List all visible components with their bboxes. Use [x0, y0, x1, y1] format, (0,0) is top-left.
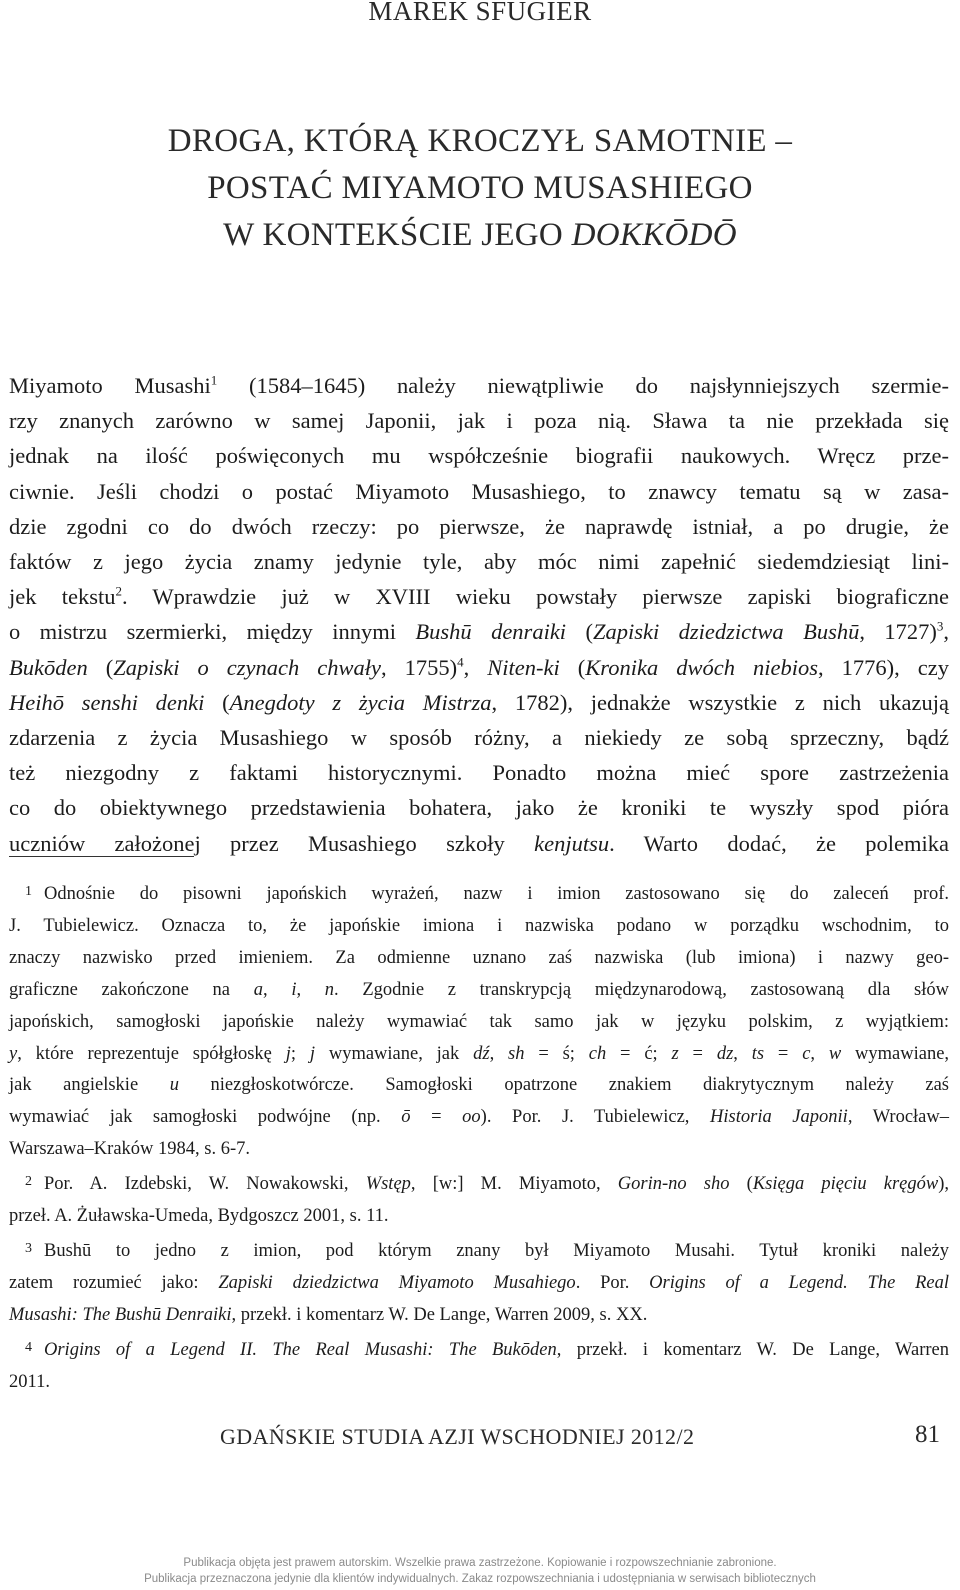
footnote-number: 3 [25, 1240, 32, 1256]
footnote-text: = [410, 1107, 463, 1128]
footnote-italic: y [9, 1043, 18, 1064]
footnote-italic: Origins of a Legend. The Real [649, 1272, 949, 1293]
footnote-italic: z [671, 1043, 679, 1064]
footnote-text: . Por. [575, 1272, 650, 1293]
footnote-italic: ts [751, 1043, 765, 1064]
body-text: ( [566, 619, 593, 645]
footnote-text: ( [729, 1174, 753, 1195]
body-text: uczniów założonej przez Musashiego szkoły [9, 830, 535, 856]
footnote-italic: Musashi: The Bushū Denraiki [9, 1304, 232, 1325]
body-line: faktów z jego życia znamy jedynie tyle, aby móc nimi zapełnić siedemdziesiąt lini- [9, 549, 949, 575]
body-line: co do obiektywnego przedstawienia bohatera, jako że kroniki te wyszły spod pióra [9, 795, 949, 821]
footnote-line [9, 1332, 949, 1367]
body-italic: Bushū denraiki [415, 619, 567, 645]
footnote-italic: ch [588, 1043, 607, 1064]
footnote-line [9, 1233, 949, 1268]
footnote-line: znaczy nazwisko przed imieniem. Za odmienne uznano zaś nazwiska (lub imiona) i nazwy geo- [9, 947, 949, 968]
body-line: jednak na ilość poświęconych mu współcześnie biografii naukowych. Wręcz prze- [9, 443, 949, 469]
footnote-line: J. Tubielewicz. Oznacza to, że japońskie imiona i nazwiska podano w porządku wschodnim, to [9, 915, 949, 936]
footnote-text: zatem rozumieć jako: [9, 1272, 219, 1293]
body-line [9, 614, 949, 649]
footnote-italic: Historia Japonii [710, 1107, 848, 1128]
footnotes-section [9, 876, 949, 1399]
journal-footer: GDAŃSKIE STUDIA AZJI WSCHODNIEJ 2012/2 [220, 1424, 695, 1449]
body-text: o mistrzu szermierki, między innymi [9, 619, 416, 645]
footnote-text: , [810, 1043, 829, 1064]
footnote-line: japońskich, samogłoski japońskie należy wymawiać tak samo jak w języku polskim, z wyjątkiem: [9, 1011, 949, 1032]
body-italic: Anegdoty z życia Mistrza [229, 689, 492, 715]
footnote-italic: u [169, 1075, 179, 1096]
title-line-2: POSTAĆ MIYAMOTO MUSASHIEGO [207, 170, 753, 206]
footnote-text: , przekł. i komentarz W. De Lange, Warren [556, 1339, 949, 1360]
body-italic: Heihō senshi denki [9, 689, 205, 715]
body-italic: Bukōden [9, 654, 88, 680]
footnote-number: 1 [25, 884, 32, 899]
footnote-line: przeł. A. Żuławska-Umeda, Bydgoszcz 2001, s. 11. [9, 1206, 389, 1227]
footnote-number: 2 [25, 1174, 32, 1190]
body-line: ciwnie. Jeśli chodzi o postać Miyamoto Musashiego, to znawcy tematu są w zasa- [9, 478, 949, 504]
footnote-italic: ō [401, 1107, 411, 1128]
body-line [9, 579, 949, 614]
footnote-1 [9, 876, 949, 1166]
distribution-notice: Publikacja przeznaczona jedynie dla klientów indywidualnych. Zakaz rozpowszechniania i udostępniania w serwisach bibliotecznych [144, 1573, 816, 1585]
footnote-2 [9, 1166, 949, 1233]
body-line: też niezgodny z faktami historycznymi. Ponadto można mieć spore zastrzeżenia [9, 760, 949, 786]
footnote-text: = ś; [524, 1043, 589, 1064]
footnote-line [9, 876, 949, 911]
footnote-ref-3[interactable]: 3 [936, 618, 944, 634]
footnote-text: , [489, 1043, 509, 1064]
title-line-3 [0, 212, 960, 259]
article-title [0, 118, 960, 259]
body-italic: Kronika dwóch niebios [585, 654, 818, 680]
body-text: , 1755) [381, 654, 458, 680]
footnote-text: wymawiać jak samogłoski podwójne (np. [9, 1107, 402, 1128]
footnote-italic: n [324, 979, 335, 1000]
footnote-text: , [296, 979, 325, 1000]
footnote-line: Warszawa–Kraków 1984, s. 6-7. [9, 1139, 250, 1160]
footnote-text: , [w:] M. Miyamoto, [410, 1174, 618, 1195]
copyright-notice: Publikacja objęta jest prawem autorskim. Wszelkie prawa zastrzeżone. Kopiowanie i rozpowszechnianie zabronione. [183, 1557, 777, 1569]
footnote-italic: i [291, 979, 297, 1000]
footnote-text: wymawiane, jak [315, 1043, 474, 1064]
body-text: , 1727) [859, 619, 937, 645]
body-line: dzie zgodni co do dwóch rzeczy: po pierwsze, że naprawdę istniał, a po drugie, że [9, 513, 949, 539]
body-paragraph [9, 368, 949, 861]
footnote-italic: Zapiski dziedzictwa Miyamoto Musahiego [218, 1272, 576, 1293]
body-line [9, 685, 949, 720]
footnote-italic: j [285, 1043, 291, 1064]
footnote-ref-4[interactable]: 4 [457, 654, 464, 670]
body-line [9, 368, 949, 403]
footnote-line: 2011. [9, 1371, 50, 1392]
body-text: ( [204, 689, 230, 715]
footnote-italic: Gorin-no sho [617, 1174, 730, 1195]
footnote-line [9, 1300, 949, 1332]
body-text: , [463, 654, 488, 680]
footnote-italic: c [802, 1043, 811, 1064]
body-text: jek tekstu [9, 584, 116, 610]
footnote-line [9, 975, 949, 1007]
footnote-line [9, 1102, 949, 1134]
body-line: zdarzenia z życia Musashiego w sposób różny, a niekiedy ze sobą sprzeczny, bądź [9, 725, 949, 751]
footnote-italic: dz [716, 1043, 734, 1064]
footnote-number: 4 [25, 1339, 32, 1355]
footnote-ref-1[interactable]: 1 [210, 372, 218, 388]
footnote-4 [9, 1332, 949, 1399]
page-number: 81 [915, 1421, 940, 1448]
body-text: , 1782), jednakże wszystkie z nich ukazują [491, 689, 949, 715]
footnote-italic: a [253, 979, 263, 1000]
footnote-ref-2[interactable]: 2 [115, 583, 122, 599]
footnote-text: = [678, 1043, 717, 1064]
footnote-text: , [733, 1043, 752, 1064]
footnote-text: ). Por. J. Tubielewicz, [480, 1107, 711, 1128]
footnote-text: = ć; [606, 1043, 672, 1064]
footnote-text: , przekł. i komentarz W. De Lange, Warren 2009, s. XX. [231, 1304, 648, 1325]
footnote-italic: j [309, 1043, 315, 1064]
body-italic: Niten-ki [487, 654, 560, 680]
body-italic: Zapiski o czynach chwały [113, 654, 381, 680]
footnote-text: Odnośnie do pisowni japońskich wyrażeń, nazw i imion zastosowano się do zaleceń prof. [44, 884, 949, 904]
footnote-line [9, 1166, 949, 1201]
footnote-line [9, 1070, 949, 1102]
footnote-text: . Zgodnie z transkrypcją międzynarodową, zastosowaną dla słów [334, 979, 950, 1000]
footnote-italic: Księga pięciu kręgów [752, 1174, 939, 1195]
footnote-italic: dź [473, 1043, 490, 1064]
body-italic: kenjutsu [534, 830, 610, 856]
footnote-text: = [764, 1043, 803, 1064]
footnote-italic: Origins of a Legend II. The Real Musashi: The Bukōden [44, 1339, 557, 1360]
footnote-text: Por. A. Izdebski, W. Nowakowski, [44, 1174, 366, 1195]
footnote-text: wymawiane, [841, 1043, 950, 1064]
title-line-3-italic: DOKKŌDŌ [571, 217, 737, 253]
footnote-text: ), [938, 1174, 950, 1195]
footnote-italic: sh [508, 1043, 525, 1064]
footnote-text: , Wrocław– [847, 1107, 950, 1128]
footnote-text: , które reprezentuje spółgłoskę [17, 1043, 286, 1064]
body-text: , 1776), czy [818, 654, 950, 680]
body-text: ( [87, 654, 114, 680]
footnote-text: , [262, 979, 292, 1000]
body-text: . Warto dodać, że polemika [609, 830, 949, 856]
body-text: Miyamoto Musashi [9, 373, 211, 398]
title-line-3-text: W KONTEKŚCIE JEGO [223, 217, 572, 253]
footnote-text: ; [290, 1043, 310, 1064]
footnote-separator [9, 856, 194, 857]
footnote-3 [9, 1233, 949, 1332]
footnote-line [9, 1268, 949, 1300]
body-text: , [943, 619, 949, 645]
body-line: rzy znanych zarówno w samej Japonii, jak i poza nią. Sława ta nie przekłada się [9, 408, 949, 434]
author-name: MAREK SFUGIER [368, 0, 592, 26]
footnote-line [9, 1039, 949, 1071]
footnote-text: niezgłoskotwórcze. Samogłoski opatrzone znakiem diakrytycznym należy zaś [178, 1075, 949, 1096]
body-text: (1584–1645) należy niewątpliwie do najsłynniejszych szermie- [217, 373, 949, 398]
footnote-text: graficzne zakończone na [9, 979, 254, 1000]
body-text: . Wprawdzie już w XVIII wieku powstały pierwsze zapiski biograficzne [121, 584, 949, 610]
title-line-1: DROGA, KTÓRĄ KROCZYŁ SAMOTNIE – [167, 123, 793, 159]
body-line [9, 650, 949, 685]
footnote-text: jak angielskie [9, 1075, 170, 1096]
footnote-italic: w [828, 1043, 842, 1064]
body-text: ( [559, 654, 586, 680]
body-italic: Zapiski dziedzictwa Bushū [592, 619, 860, 645]
footnote-text: Bushū to jedno z imion, pod którym znany był Miyamoto Musahi. Tytuł kroniki należy [44, 1240, 949, 1261]
footnote-italic: Wstęp [365, 1174, 411, 1195]
footnote-italic: oo [462, 1107, 481, 1128]
